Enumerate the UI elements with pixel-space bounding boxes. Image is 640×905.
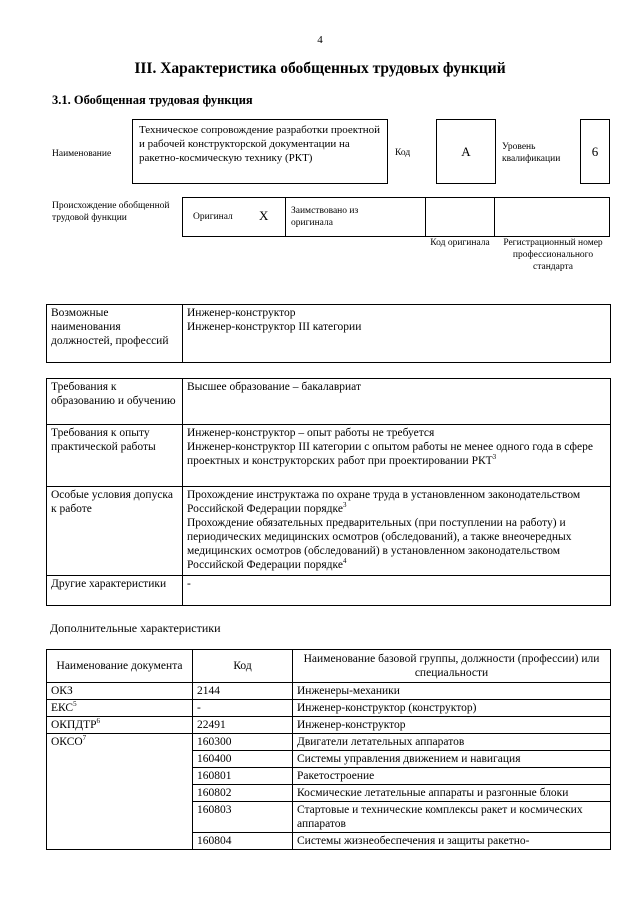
code-cell: -	[193, 700, 293, 717]
doc-name: ЕКС	[51, 702, 74, 714]
admission-line: Прохождение инструктажа по охране труда в установленном законодательством Российской Федерации порядке$^3$	[187, 489, 581, 515]
code-value: A	[461, 143, 471, 159]
positions-label: Возможные наименования должностей, профессий	[47, 305, 183, 363]
table-row	[47, 717, 611, 734]
section-title: III. Характеристика обобщенных трудовых функций	[134, 60, 506, 77]
position-item: Инженер-конструктор	[187, 307, 296, 319]
other-value: -	[187, 578, 191, 590]
reg-number-caption: Регистрационный номер профессионального стандарта	[503, 238, 603, 272]
name-cell: Космические летательные аппараты и разгонные блоки	[293, 785, 611, 802]
code-original-caption: Код оригинала	[430, 238, 490, 248]
table-row	[47, 734, 611, 751]
origin-label: Происхождение обобщенной трудовой функции	[52, 201, 170, 223]
code-cell: 22491	[193, 717, 293, 734]
table-row	[47, 683, 611, 700]
code-cell: 160300	[193, 734, 293, 751]
footnote-mark: 5	[73, 700, 77, 709]
education-value: Высшее образование – бакалавриат	[187, 381, 361, 393]
footnote-mark: 4	[342, 557, 347, 566]
name-cell: Инженер-конструктор	[293, 717, 611, 734]
code-cell: 160804	[193, 833, 293, 850]
name-cell: Стартовые и технические комплексы ракет и космических аппаратов	[293, 802, 611, 833]
experience-line: Инженер-конструктор – опыт работы не требуется	[187, 427, 435, 439]
level-value: 6	[591, 143, 599, 159]
code-cell: 160400	[193, 751, 293, 768]
footnote-mark: 7	[82, 734, 87, 743]
function-name-value: Техническое сопровождение разработки проектной и рабочей конструкторской документации на ракетно-космическую технику (РКТ)	[139, 124, 381, 164]
footnote-mark: 3	[492, 453, 497, 462]
level-label: Уровень квалификации	[502, 142, 561, 164]
admission-line: Прохождение обязательных предварительных (при поступлении на работу) и периодических медицинских осмотров (обследований), а также внеочередных медицинских осмотров (обследований) в установленном законодательством Российской Федерации порядке$^4$	[187, 517, 572, 571]
positions-values	[183, 305, 611, 363]
code-cell: 160802	[193, 785, 293, 802]
doc-name: ОКЗ	[51, 685, 73, 697]
code-label: Код	[395, 148, 411, 158]
name-cell: Инженеры-механики	[293, 683, 611, 700]
column-header: Код	[193, 650, 293, 683]
additional-title: Дополнительные характеристики	[50, 621, 221, 635]
position-item: Инженер-конструктор III категории	[187, 321, 362, 333]
origin-box	[182, 197, 610, 237]
name-cell: Двигатели летательных аппаратов	[293, 734, 611, 751]
original-mark: X	[259, 208, 269, 223]
requirements-table	[46, 378, 611, 606]
column-header: Наименование базовой группы, должности (профессии) или специальности	[293, 650, 611, 683]
function-name-box	[132, 119, 388, 184]
footnote-mark: 3	[342, 501, 347, 510]
page-number: 4	[317, 34, 323, 46]
subsection-title: 3.1. Обобщенная трудовая функция	[52, 93, 253, 107]
doc-name: ОКСО	[51, 736, 83, 748]
name-label: Наименование	[52, 149, 112, 159]
experience-line: Инженер-конструктор III категории с опытом работы не менее одного года в сфере проектных и конструкторских работ при проектировании РКТ$^3$	[187, 441, 593, 467]
column-header: Наименование документа	[47, 650, 193, 683]
admission-label: Особые условия допуска к работе	[47, 487, 183, 576]
name-cell: Ракетостроение	[293, 768, 611, 785]
code-cell: 160801	[193, 768, 293, 785]
education-label: Требования к образованию и обучению	[47, 379, 183, 425]
other-label: Другие характеристики	[47, 576, 183, 606]
additional-table	[46, 649, 611, 850]
footnote-mark: 6	[96, 717, 101, 726]
doc-name: ОКПДТР	[51, 719, 97, 731]
name-cell: Системы жизнеобеспечения и защиты ракетно-	[293, 833, 611, 850]
table-row	[47, 700, 611, 717]
code-value-box	[436, 119, 496, 184]
name-cell: Системы управления движением и навигация	[293, 751, 611, 768]
code-cell: 2144	[193, 683, 293, 700]
borrowed-label: Заимствовано из оригинала	[291, 206, 359, 228]
experience-label: Требования к опыту практической работы	[47, 425, 183, 487]
original-label: Оригинал	[193, 212, 233, 222]
positions-table	[46, 304, 611, 363]
name-cell: Инженер-конструктор (конструктор)	[293, 700, 611, 717]
code-cell: 160803	[193, 802, 293, 833]
level-value-box	[580, 119, 610, 184]
